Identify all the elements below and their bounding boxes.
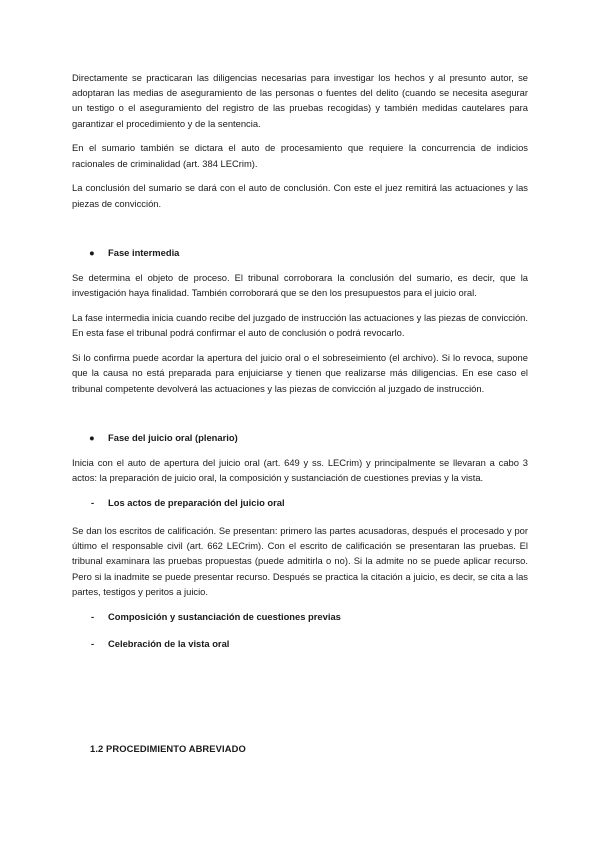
bullet-icon: ● xyxy=(89,432,95,444)
paragraph-confirma-revoca: Si lo confirma puede acordar la apertura del juicio oral o el sobreseimiento (el archivo). Si lo revoca, supone que la causa no está preparada para enjuiciarse y tienen que realizarse más diligencias. En ese caso el tribunal competente devolverá las actuaciones y las piezas de convicción al juzgado de instrucción. xyxy=(72,352,528,394)
paragraph-apertura-juicio: Inicia con el auto de apertura del juicio oral (art. 649 y ss. LECrim) y principalmente se llevaran a cabo 3 actos: la preparación de juicio oral, la composición y sustanciación de cuestiones previas y la vista. xyxy=(72,457,528,484)
subheading-actos-preparacion-text: Los actos de preparación del juicio oral xyxy=(108,497,285,509)
subheading-vista-oral-text: Celebración de la vista oral xyxy=(108,638,230,650)
subheading-cuestiones-previas-text: Composición y sustanciación de cuestiones previas xyxy=(108,610,341,622)
bullet-icon: ● xyxy=(89,247,95,259)
subheading-cuestiones-previas xyxy=(72,609,528,624)
section-gap xyxy=(72,220,528,245)
dash-marker: - xyxy=(91,497,95,509)
section-gap xyxy=(72,405,528,430)
paragraph-auto-procesamiento: En el sumario también se dictara el auto de procesamiento que requiere la concurrencia de indicios racionales de criminalidad (art. 384 LECrim). xyxy=(72,142,528,169)
section-heading-procedimiento-abreviado: 1.2 PROCEDIMIENTO ABREVIADO xyxy=(90,743,246,754)
heading-fase-juicio-oral xyxy=(72,430,528,445)
subheading-actos-preparacion xyxy=(72,495,528,510)
paragraph-escritos-calificacion: Se dan los escritos de calificación. Se presentan: primero las partes acusadoras, después el procesado y por último el responsable civil (art. 662 LECrim). Con el escrito de calificación se presentaran las pruebas. El tribunal examinara las pruebas propuestas (puede admitirla o no). Si la admite no se puede aplicar recurso. Pero si la inadmite se puede presentar recurso. Después se practica la citación a juicio, es decir, se cita a las partes, testigos y peritos a juicio. xyxy=(72,525,528,597)
page-body xyxy=(72,70,528,664)
dash-marker: - xyxy=(91,610,95,622)
subheading-vista-oral xyxy=(72,636,528,651)
dash-marker: - xyxy=(91,638,95,650)
heading-fase-intermedia xyxy=(72,245,528,260)
heading-fase-juicio-oral-text: Fase del juicio oral (plenario) xyxy=(108,432,238,444)
heading-fase-intermedia-text: Fase intermedia xyxy=(108,247,180,259)
paragraph-diligencias: Directamente se practicaran las diligencias necesarias para investigar los hechos y al presunto autor, se adoptaran las medias de aseguramiento de las personas o fuentes del delito (cuando se necesita asegurar un testigo o el aseguramiento del registro de las pruebas recogidas) y también medidas cautelares para garantizar el procedimiento y de la sentencia. xyxy=(72,72,528,129)
paragraph-objeto-proceso: Se determina el objeto de proceso. El tribunal corroborara la conclusión del sumario, es decir, que la investigación haya finalidad. También corroborará que se den los presupuestos para el juicio oral. xyxy=(72,272,528,299)
paragraph-inicio-fase-intermedia: La fase intermedia inicia cuando recibe del juzgado de instrucción las actuaciones y las piezas de convicción. En esta fase el tribunal podrá confirmar el auto de conclusión o podrá revocarlo. xyxy=(72,312,528,339)
paragraph-conclusion-sumario: La conclusión del sumario se dará con el auto de conclusión. Con este el juez remitirá las actuaciones y las piezas de convicción. xyxy=(72,182,528,209)
